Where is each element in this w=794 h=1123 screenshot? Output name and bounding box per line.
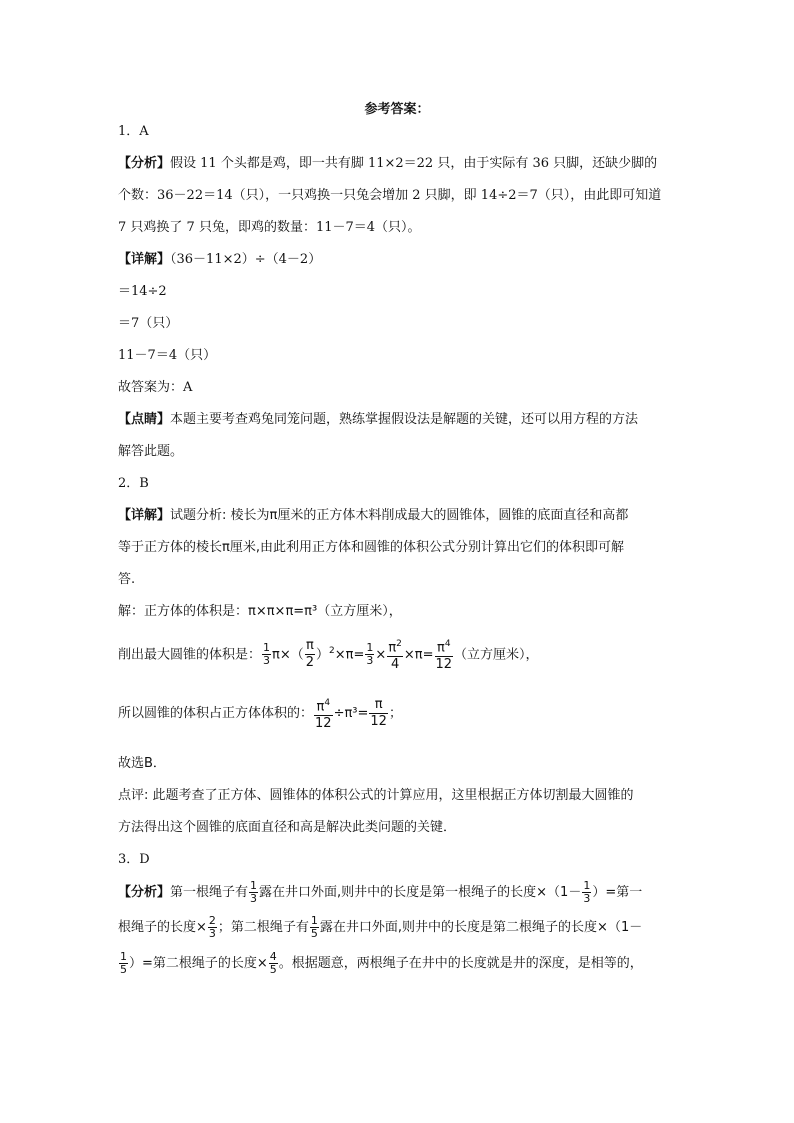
- numerator: 2: [208, 914, 216, 927]
- denominator: 3: [583, 892, 591, 905]
- q3-text: ）=第二根绳子的长度×: [129, 956, 268, 971]
- q3-analysis-line-3: [118, 949, 643, 979]
- denominator: 2: [305, 655, 315, 671]
- q2-solution-line-3: [118, 695, 402, 732]
- denominator: 5: [310, 927, 318, 940]
- sol3-suffix: ；: [388, 706, 402, 722]
- q1-analysis-line-2: 个数：36－22＝14（只），一只鸡换一只兔会增加 2 只脚，即 14÷2＝7（只），由此即可知道: [118, 188, 662, 203]
- q2-solution-line-1: 解：正方体的体积是：π×π×π=π³（立方厘米），: [118, 604, 402, 619]
- fraction-one-third-2: [365, 642, 374, 667]
- fraction-pi-sq-over-4: [387, 636, 403, 673]
- sol2-suffix: （立方厘米），: [454, 647, 539, 663]
- detail-tag: 【详解】: [118, 508, 171, 523]
- denominator: 5: [269, 963, 277, 976]
- denominator: 3: [366, 654, 374, 668]
- numerator: [387, 636, 403, 657]
- fraction-pi-over-12: [369, 697, 388, 730]
- q3-number: 3．D: [118, 852, 150, 867]
- sol2-prefix: 削出最大圆锥的体积是：: [118, 647, 262, 663]
- numerator: 1: [583, 879, 591, 892]
- exponent: 2: [396, 639, 402, 650]
- sol2-part: π×（: [272, 647, 304, 663]
- q1-detail-text-1: （36－11×2）÷（4－2）: [170, 252, 322, 267]
- q1-comment-line-1: [118, 411, 638, 429]
- q1-detail-line-1: [118, 251, 321, 269]
- denominator: 4: [390, 657, 400, 673]
- denominator: 3: [208, 927, 216, 940]
- q1-comment-text-1: 本题主要考查鸡兔同笼问题，熟练掌握假设法是解题的关键，还可以用方程的方法: [170, 412, 639, 427]
- sol2-part: ×π=: [334, 647, 365, 663]
- q3-text: 。根据题意，两根绳子在井中的长度就是井的深度，是相等的，: [278, 956, 643, 971]
- pi: π: [436, 640, 445, 656]
- numerator: 1: [310, 914, 318, 927]
- q3-text: 根绳子的长度×: [118, 920, 207, 935]
- q3-text: 露在井口外面,则井中的长度是第一根绳子的长度×（1－: [259, 885, 582, 900]
- denominator: 3: [250, 892, 258, 905]
- fraction-two-thirds: [208, 915, 217, 940]
- numerator: 1: [250, 879, 258, 892]
- sol2-part: ）: [316, 647, 330, 663]
- denominator: 12: [435, 657, 453, 673]
- q3-text: ；第二根绳子有: [217, 920, 309, 935]
- denominator: 3: [263, 654, 271, 668]
- q2-detail-line-3: 答.: [118, 572, 136, 587]
- denominator: 12: [370, 714, 387, 730]
- q2-detail-text-1: 试题分析: 棱长为π厘米的正方体木料削成最大的圆锥体，圆锥的底面直径和高都: [170, 508, 629, 523]
- exponent: 4: [444, 639, 451, 650]
- q1-detail-line-2: ＝14÷2: [118, 284, 167, 299]
- exponent: 4: [324, 698, 331, 708]
- numerator: [435, 636, 454, 657]
- q1-number: 1．A: [118, 124, 149, 139]
- fraction-one-fifth: [119, 951, 128, 976]
- q3-text: ）=第一: [592, 885, 643, 900]
- numerator: [314, 695, 333, 716]
- pi: π: [388, 640, 397, 656]
- numerator: π: [369, 697, 388, 714]
- numerator: 4: [269, 950, 277, 963]
- q2-solution-line-2: [118, 636, 539, 673]
- q1-analysis-text-1: 假设 11 个头都是鸡，即一共有脚 11×2＝22 只，由于实际有 36 只脚，还缺少脚的: [170, 156, 658, 171]
- fraction-one-fifth: [310, 915, 319, 940]
- fraction-one-third: [249, 880, 258, 905]
- q1-detail-line-3: ＝7（只）: [118, 316, 179, 331]
- q2-review-line-1: 点评: 此题考查了正方体、圆锥体的体积公式的计算应用，这里根据正方体切割最大圆锥的: [118, 788, 634, 803]
- q2-detail-line-2: 等于正方体的棱长π厘米,由此利用正方体和圆锥的体积公式分别计算出它们的体积即可解: [118, 540, 624, 555]
- q3-text: 第一根绳子有: [170, 885, 249, 900]
- q2-choose: 故选B．: [118, 756, 166, 771]
- q3-analysis-line-1: [118, 878, 642, 908]
- denominator: 12: [315, 716, 332, 732]
- sol2-part: ×: [375, 647, 387, 663]
- q1-comment-line-2: 解答此题。: [118, 444, 184, 459]
- fraction-one-third: [262, 642, 271, 667]
- q3-text: 露在井口外面,则井中的长度是第二根绳子的长度×（1－: [319, 920, 643, 935]
- sol3-prefix: 所以圆锥的体积占正方体体积的：: [118, 706, 314, 722]
- comment-tag: 【点睛】: [118, 412, 171, 427]
- q3-analysis-line-2: [118, 913, 642, 943]
- numerator: 1: [120, 950, 127, 963]
- numerator: 1: [263, 641, 271, 655]
- detail-tag: 【详解】: [118, 252, 171, 267]
- fraction-one-third: [582, 880, 591, 905]
- q2-detail-line-1: [118, 507, 628, 525]
- fraction-pi4-over-12: [314, 695, 333, 732]
- fraction-pi-over-2: [305, 638, 315, 671]
- q2-number: 2．B: [118, 476, 149, 491]
- fraction-pi4-over-12: [435, 636, 454, 673]
- analysis-tag: 【分析】: [118, 156, 171, 171]
- numerator: 1: [366, 641, 374, 655]
- page-title: 参考答案：: [364, 102, 430, 117]
- sol2-part: ×π=: [403, 647, 434, 663]
- sol3-part: ÷π³=: [333, 706, 369, 722]
- denominator: 5: [120, 963, 127, 976]
- analysis-tag: 【分析】: [118, 885, 171, 900]
- q1-analysis-line-1: [118, 155, 657, 173]
- q1-answer: 故答案为：A: [118, 380, 193, 395]
- q2-review-line-2: 方法得出这个圆锥的底面直径和高是解决此类问题的关键．: [118, 820, 457, 835]
- pi: π: [316, 699, 325, 715]
- q1-detail-line-4: 11－7＝4（只）: [118, 348, 217, 363]
- fraction-four-fifths: [269, 951, 278, 976]
- exponent: 2: [329, 646, 335, 656]
- q1-analysis-line-3: 7 只鸡换了 7 只兔，即鸡的数量：11－7＝4（只）。: [118, 220, 421, 235]
- numerator: π: [305, 638, 314, 654]
